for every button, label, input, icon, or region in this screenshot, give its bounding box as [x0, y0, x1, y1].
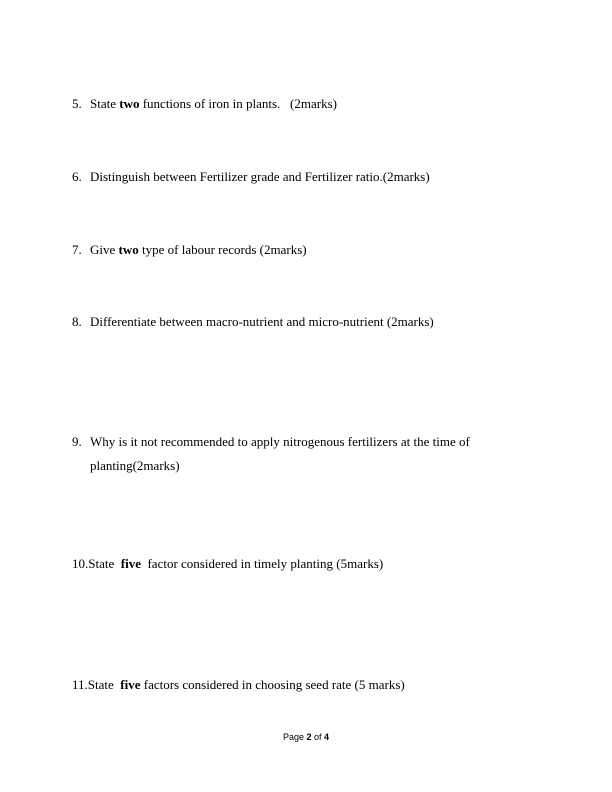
question-number: 6.: [72, 169, 82, 184]
page-footer: [0, 731, 612, 743]
question-number: 9.: [72, 434, 82, 449]
question-text: [90, 96, 337, 111]
emphasis: five: [120, 556, 141, 571]
question-5: [72, 95, 337, 113]
question-text-start: State: [90, 96, 120, 111]
question-text-end: type of labour records (2marks): [138, 242, 307, 257]
question-6: [72, 168, 430, 186]
emphasis: two: [118, 242, 139, 257]
question-8: [72, 313, 434, 331]
question-10: [72, 555, 383, 573]
emphasis: five: [120, 677, 141, 692]
question-text-end: factors considered in choosing seed rate (5 marks): [140, 677, 405, 692]
question-number: 11.: [72, 677, 88, 692]
question-text: [88, 556, 383, 571]
current-page-number: 2: [306, 732, 312, 742]
question-text: Distinguish between Fertilizer grade and Fertilizer ratio.(2marks): [90, 169, 430, 184]
question-text-continuation: planting(2marks): [90, 458, 180, 473]
question-number: 5.: [72, 96, 82, 111]
question-11: [72, 676, 405, 694]
question-number: 7.: [72, 242, 82, 257]
question-text-end: functions of iron in plants. (2marks): [139, 96, 337, 111]
page-label: Page: [282, 732, 307, 742]
question-text: Why is it not recommended to apply nitrogenous fertilizers at the time of: [90, 434, 470, 449]
question-7: [72, 241, 307, 259]
total-pages-number: 4: [324, 732, 330, 742]
question-text: [90, 242, 307, 257]
question-number: 10.: [72, 556, 89, 571]
question-number: 8.: [72, 314, 82, 329]
question-text-start: State: [87, 677, 121, 692]
of-label: of: [311, 732, 325, 742]
question-text: Differentiate between macro-nutrient and micro-nutrient (2marks): [90, 314, 434, 329]
question-text: [88, 677, 405, 692]
question-text-start: State: [88, 556, 121, 571]
question-text-end: factor considered in timely planting (5marks): [140, 556, 384, 571]
question-9: [72, 433, 470, 475]
emphasis: two: [119, 96, 140, 111]
question-text-start: Give: [90, 242, 119, 257]
